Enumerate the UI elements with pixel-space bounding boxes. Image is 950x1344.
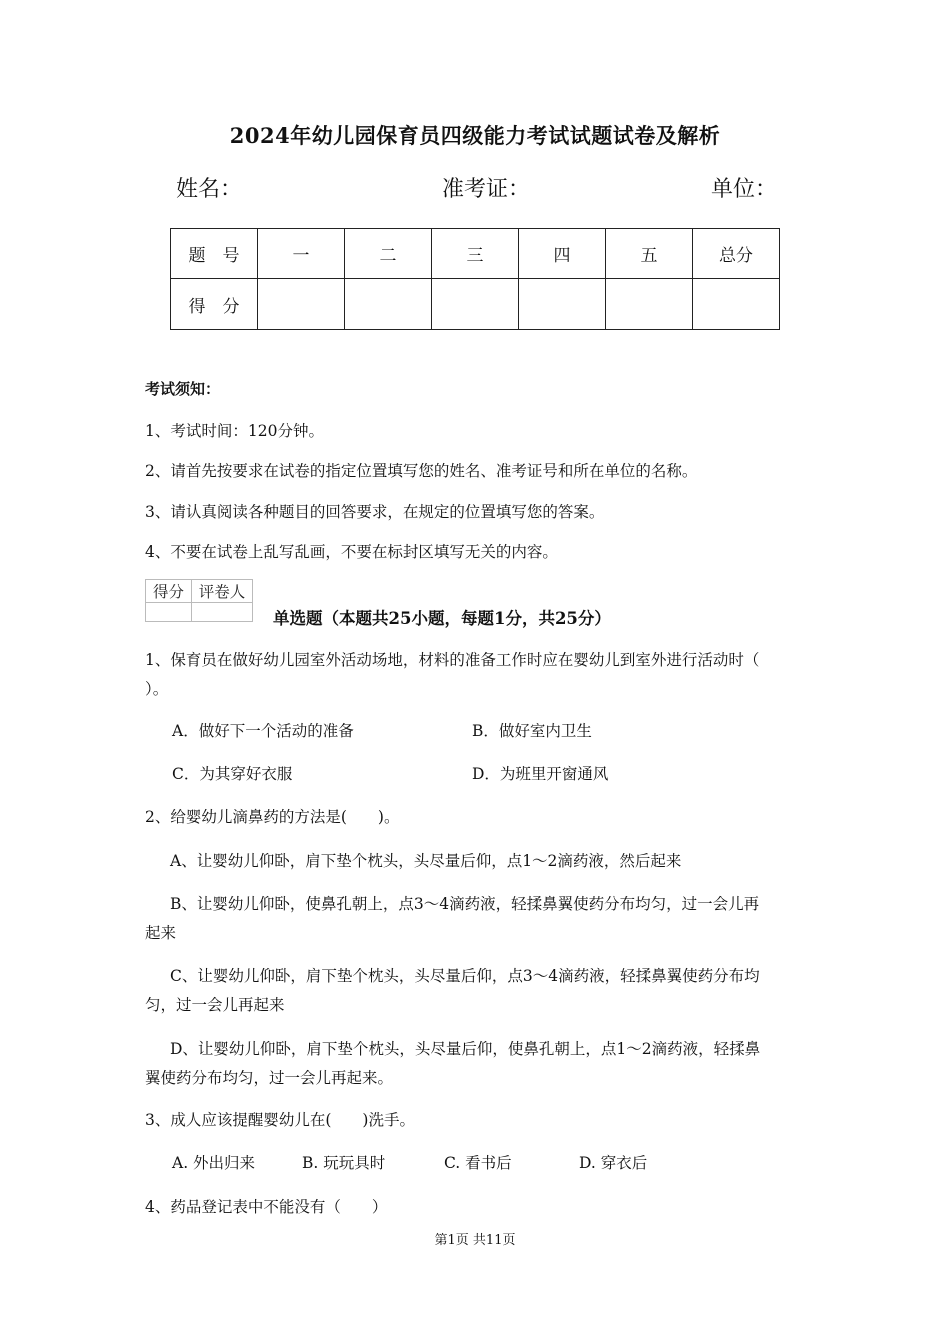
score-cell[interactable] bbox=[345, 279, 432, 330]
question-3-option-b: B. 玩玩具时 bbox=[302, 1154, 386, 1172]
document-title: 2024年幼儿园保育员四级能力考试试题试卷及解析 bbox=[229, 123, 721, 148]
question-2-option-d-continued: 翼使药分布均匀，过一会儿再起来。 bbox=[145, 1069, 394, 1087]
score-header-cell: 总分 bbox=[693, 229, 780, 279]
score-cell[interactable] bbox=[432, 279, 519, 330]
question-3-option-a: A. 外出归来 bbox=[172, 1154, 256, 1172]
question-1-stem: 1、保育员在做好幼儿园室外活动场地，材料的准备工作时应在婴幼儿到室外进行活动时（ bbox=[145, 651, 760, 669]
question-2-option-b: B、让婴幼儿仰卧，使鼻孔朝上，点3～4滴药液，轻揉鼻翼使药分布均匀，过一会儿再 bbox=[170, 895, 760, 913]
notes-title: 考试须知： bbox=[145, 380, 221, 398]
note-item: 1、考试时间：120分钟。 bbox=[145, 422, 324, 440]
section-title: 单选题（本题共25小题，每题1分，共25分） bbox=[273, 609, 611, 628]
note-item: 4、不要在试卷上乱写乱画，不要在标封区填写无关的内容。 bbox=[145, 543, 558, 561]
question-2-stem: 2、给婴幼儿滴鼻药的方法是( )。 bbox=[145, 808, 400, 826]
score-cell[interactable] bbox=[258, 279, 345, 330]
name-field-label: 姓名： bbox=[176, 177, 243, 202]
question-1-option-a: A．做好下一个活动的准备 bbox=[172, 722, 354, 740]
score-header-cell: 二 bbox=[345, 229, 432, 279]
question-1-option-b: B．做好室内卫生 bbox=[472, 722, 592, 740]
score-row-label: 得 分 bbox=[171, 279, 258, 330]
question-2-option-c: C、让婴幼儿仰卧，肩下垫个枕头，头尽量后仰，点3～4滴药液，轻揉鼻翼使药分布均 bbox=[170, 967, 760, 985]
score-cell[interactable] bbox=[693, 279, 780, 330]
score-cell[interactable] bbox=[519, 279, 606, 330]
question-3-option-d: D. 穿衣后 bbox=[579, 1154, 648, 1172]
grader-box bbox=[145, 579, 253, 622]
grader-score-label: 得分 bbox=[146, 580, 192, 603]
question-1-stem-continued: ）。 bbox=[145, 680, 169, 698]
score-header-cell: 四 bbox=[519, 229, 606, 279]
score-header-cell: 一 bbox=[258, 229, 345, 279]
question-2-option-a: A、让婴幼儿仰卧，肩下垫个枕头，头尽量后仰，点1～2滴药液，然后起来 bbox=[170, 852, 682, 870]
score-header-cell: 三 bbox=[432, 229, 519, 279]
question-1-option-c: C．为其穿好衣服 bbox=[172, 765, 293, 783]
score-header-cell: 五 bbox=[606, 229, 693, 279]
question-3-option-c: C. 看书后 bbox=[444, 1154, 512, 1172]
unit-field-label: 单位： bbox=[711, 177, 778, 202]
question-2-option-b-continued: 起来 bbox=[145, 924, 177, 942]
grader-name-label: 评卷人 bbox=[192, 580, 253, 603]
grader-name-cell[interactable] bbox=[192, 603, 253, 622]
page-footer: 第1页 共11页 bbox=[434, 1233, 516, 1248]
exam-id-field-label: 准考证： bbox=[442, 177, 531, 202]
question-4-stem: 4、药品登记表中不能没有（ ） bbox=[145, 1198, 388, 1216]
grader-score-cell[interactable] bbox=[146, 603, 192, 622]
score-table-score-row bbox=[171, 279, 780, 330]
score-table-header-row bbox=[171, 229, 780, 279]
note-item: 2、请首先按要求在试卷的指定位置填写您的姓名、准考证号和所在单位的名称。 bbox=[145, 462, 698, 480]
note-item: 3、请认真阅读各种题目的回答要求，在规定的位置填写您的答案。 bbox=[145, 503, 605, 521]
question-2-option-d: D、让婴幼儿仰卧，肩下垫个枕头，头尽量后仰，使鼻孔朝上，点1～2滴药液，轻揉鼻 bbox=[170, 1040, 761, 1058]
question-1-option-d: D．为班里开窗通风 bbox=[472, 765, 609, 783]
question-2-option-c-continued: 匀，过一会儿再起来 bbox=[145, 996, 285, 1014]
score-table bbox=[170, 228, 780, 330]
score-header-cell: 题 号 bbox=[171, 229, 258, 279]
question-3-stem: 3、成人应该提醒婴幼儿在( )洗手。 bbox=[145, 1111, 415, 1129]
score-cell[interactable] bbox=[606, 279, 693, 330]
